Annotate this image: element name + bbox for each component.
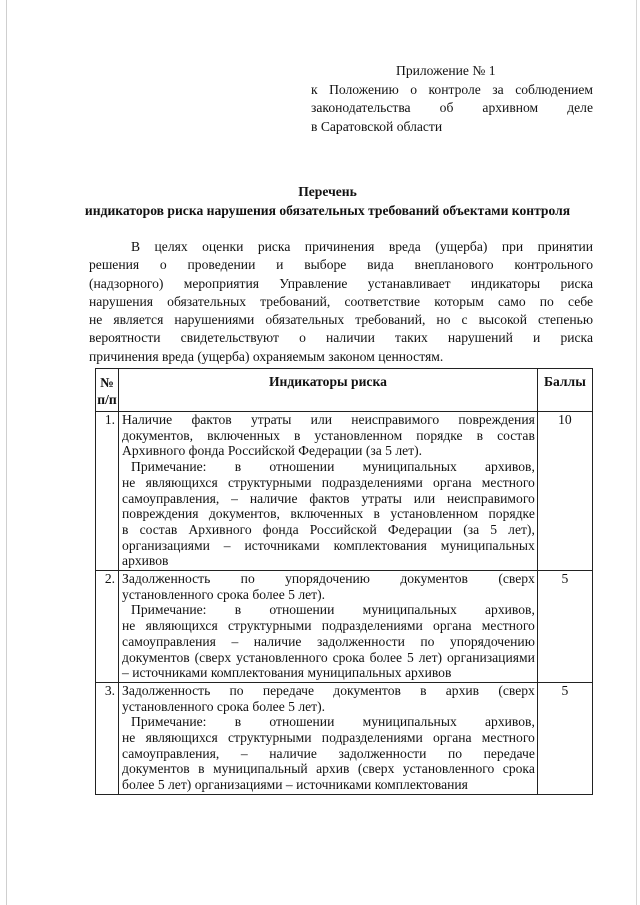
indicator-main bbox=[122, 683, 535, 714]
text-line: установленного срока более 5 лет). bbox=[122, 698, 326, 714]
heading-subtitle: индикаторов риска нарушения обязательных требований объектами контроля bbox=[84, 203, 571, 218]
row-points: 5 bbox=[537, 682, 592, 794]
text-line: самоуправления, – наличие фактов утраты или неисправимого bbox=[122, 490, 535, 506]
header-number-line: № bbox=[100, 375, 114, 390]
indicator-main bbox=[122, 412, 535, 459]
header-indicator: Индикаторы риска bbox=[119, 369, 538, 412]
risk-indicators-table bbox=[95, 368, 593, 795]
intro-line: решения о проведении и выборе вида внепланового контрольного bbox=[89, 257, 593, 273]
indicator-note bbox=[122, 602, 535, 681]
text-line: Примечание: в отношении муниципальных архивов, bbox=[131, 714, 535, 730]
intro-paragraph bbox=[89, 238, 593, 366]
intro-line: вероятности свидетельствуют о наличии таких нарушений и риска bbox=[89, 330, 593, 346]
table-row bbox=[96, 682, 593, 794]
scan-edge-right bbox=[636, 0, 637, 905]
intro-line: В целях оценки риска причинения вреда (ущерба) при принятии bbox=[131, 239, 593, 254]
row-indicator bbox=[119, 682, 538, 794]
text-line: Примечание: в отношении муниципальных архивов, bbox=[131, 459, 535, 475]
appendix-title: Приложение № 1 bbox=[396, 63, 496, 78]
text-line: архивов bbox=[122, 553, 169, 569]
text-line: – источниками комплектования муниципальных архивов bbox=[122, 665, 452, 681]
table-row bbox=[96, 571, 593, 683]
row-indicator bbox=[119, 412, 538, 571]
text-line: установленного срока более 5 лет). bbox=[122, 586, 326, 602]
intro-line: причинения вреда (ущерба) охраняемым законом ценностям. bbox=[89, 348, 444, 364]
table-row bbox=[96, 412, 593, 571]
text-line: самоуправления – наличие задолженности по упорядочению bbox=[122, 633, 535, 649]
intro-line: (надзорного) мероприятия Управление устанавливает индикаторы риска bbox=[89, 275, 593, 291]
text-line: Архивного фонда Российской Федерации (за 5 лет). bbox=[122, 443, 423, 459]
text-line: более 5 лет) организациями – источниками комплектования bbox=[122, 777, 468, 793]
text-line: организациями – источниками комплектования муниципальных bbox=[122, 537, 535, 553]
text-line: не являющихся структурными подразделениями органа местного bbox=[122, 474, 535, 490]
header-points: Баллы bbox=[537, 369, 592, 412]
text-line: документов (сверх установленного срока более 5 лет) организациями bbox=[122, 649, 535, 665]
table-header-row bbox=[96, 369, 593, 412]
text-line: самоуправления, – наличие задолженности по передаче bbox=[122, 745, 535, 761]
row-indicator bbox=[119, 571, 538, 683]
row-number: 3. bbox=[96, 682, 119, 794]
indicator-note bbox=[122, 714, 535, 793]
text-line: в состав Архивного фонда Российской Федерации (за 5 лет), bbox=[122, 521, 535, 537]
text-line: не являющихся структурными подразделениями органа местного bbox=[122, 618, 535, 634]
text-line: не являющихся структурными подразделениями органа местного bbox=[122, 730, 535, 746]
appendix-line: законодательства об архивном деле bbox=[311, 100, 593, 115]
intro-line: нарушения обязательных требований, соответствие которым само по себе bbox=[89, 293, 593, 309]
header-number-line: п/п bbox=[97, 392, 117, 407]
row-number: 1. bbox=[96, 412, 119, 571]
row-points: 10 bbox=[537, 412, 592, 571]
scan-edge-left bbox=[6, 0, 7, 905]
appendix-line: к Положению о контроле за соблюдением bbox=[311, 81, 593, 97]
appendix-block bbox=[311, 62, 593, 136]
text-line: повреждения документов, включенных в установленном порядке bbox=[122, 506, 535, 522]
text-line: Примечание: в отношении муниципальных архивов, bbox=[131, 602, 535, 618]
intro-line: не является нарушениями обязательных требований, но с высокой степенью bbox=[89, 312, 593, 328]
heading-title: Перечень bbox=[298, 184, 357, 199]
text-line: Наличие фактов утраты или неисправимого повреждения bbox=[122, 412, 535, 427]
indicator-note bbox=[122, 459, 535, 569]
header-number bbox=[96, 369, 119, 412]
text-line: документов в муниципальный архив (сверх установленного срока bbox=[122, 761, 535, 777]
document-heading bbox=[60, 182, 595, 220]
row-number: 2. bbox=[96, 571, 119, 683]
appendix-line: в Саратовской области bbox=[311, 118, 443, 134]
text-line: Задолженность по упорядочению документов (сверх bbox=[122, 571, 535, 587]
text-line: Задолженность по передаче документов в архив (сверх bbox=[122, 682, 535, 698]
indicator-main bbox=[122, 571, 535, 602]
text-line: документов, включенных в установленном порядке в состав bbox=[122, 427, 535, 443]
row-points: 5 bbox=[537, 571, 592, 683]
